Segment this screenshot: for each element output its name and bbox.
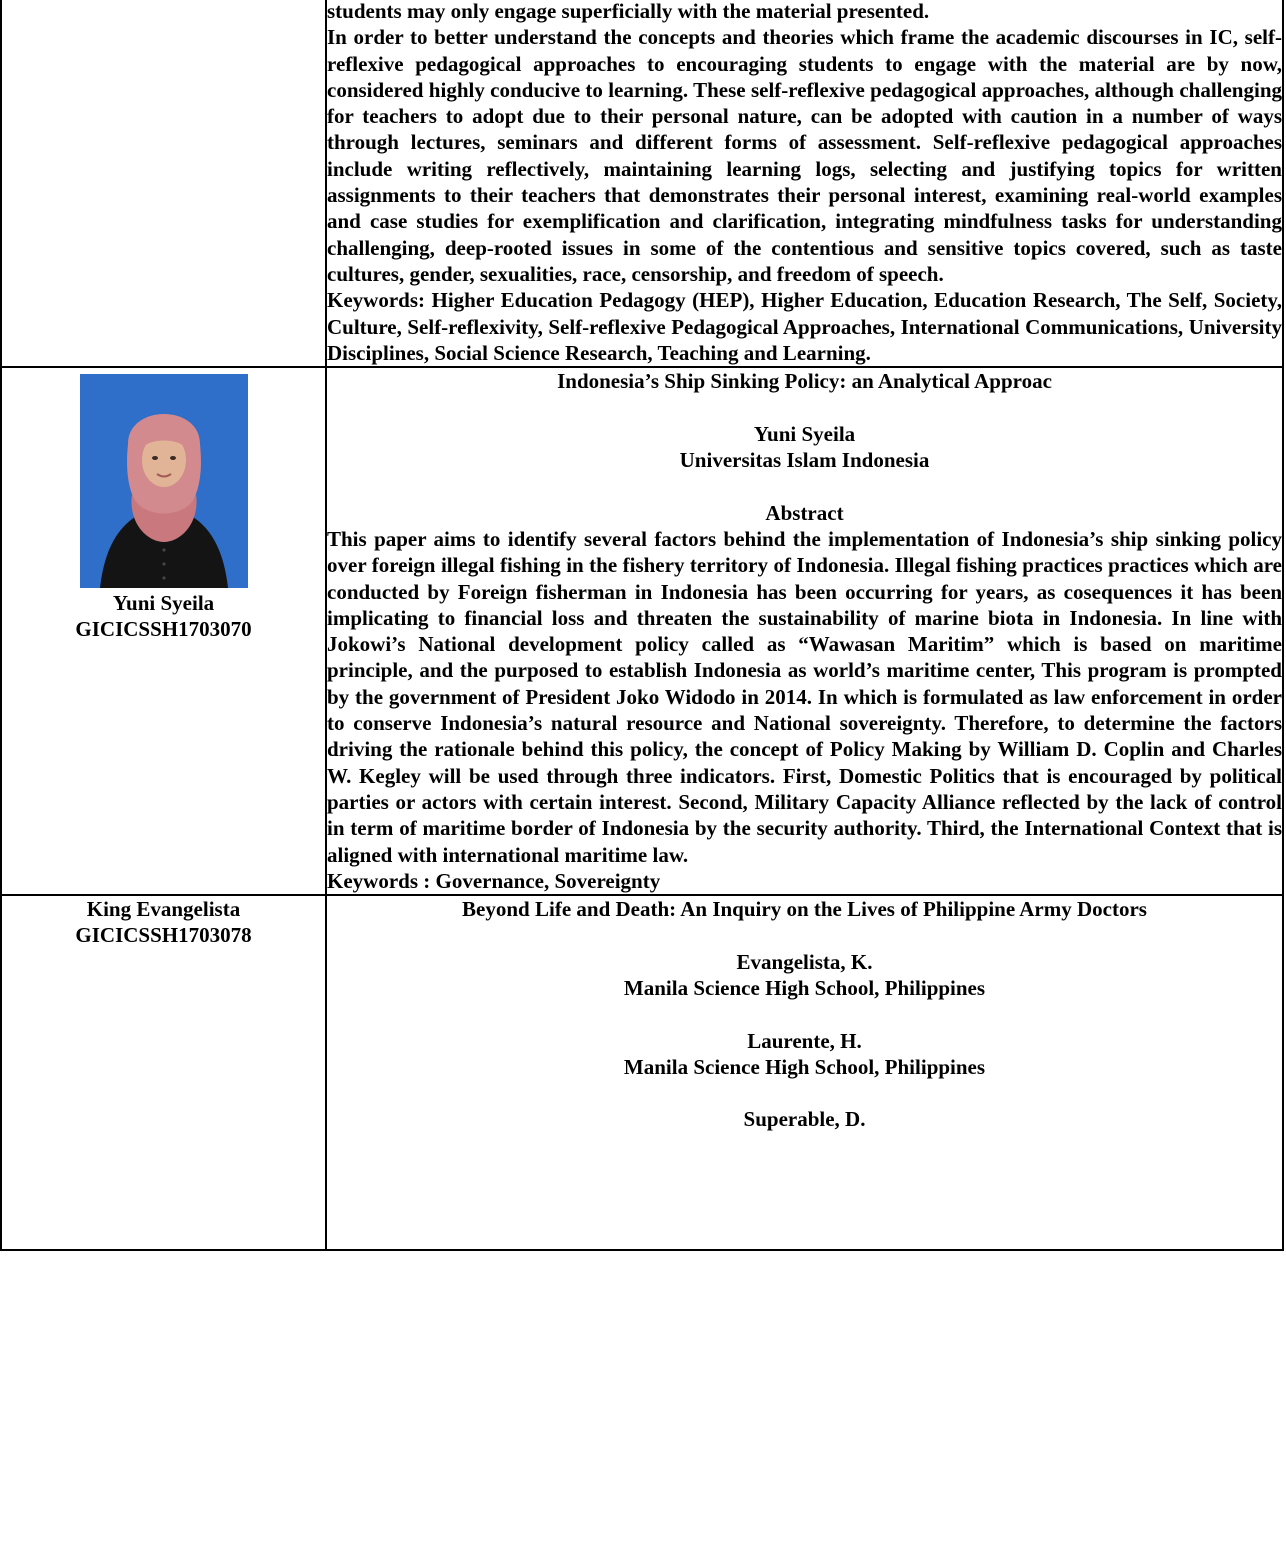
presenter-name: King Evangelista bbox=[86, 897, 241, 922]
presenter-photo-image bbox=[80, 374, 248, 588]
keywords-paragraph: Keywords: Higher Education Pedagogy (HEP), Higher Education, Education Research, The Self, Society, Culture, Self-reflexivity, Self-reflexive Pedagogical Approaches, International Communications, University Disciplines, Social Science Research, Teaching and Learning. bbox=[327, 288, 1282, 365]
table-row bbox=[1, 895, 1283, 1250]
abstract-paragraph: students may only engage superficially with the material presented. bbox=[327, 0, 930, 23]
abstract-cell bbox=[326, 895, 1283, 1250]
abstract-heading: Abstract bbox=[765, 500, 844, 525]
presenter-code: GICICSSH1703070 bbox=[75, 617, 252, 642]
author-name: Superable, D. bbox=[743, 1107, 866, 1132]
author-affiliation: Universitas Islam Indonesia bbox=[679, 448, 930, 473]
paper-title: Indonesia’s Ship Sinking Policy: an Analytical Approac bbox=[557, 369, 1052, 394]
author-name: Yuni Syeila bbox=[753, 421, 856, 446]
table-row bbox=[1, 367, 1283, 895]
abstract-cell bbox=[326, 367, 1283, 895]
author-name: Laurente, H. bbox=[747, 1028, 862, 1053]
abstract-paragraph: In order to better understand the concepts and theories which frame the academic discourses in IC, self-reflexive pedagogical approaches to encouraging students to engage with the material are by now, considered highly conducive to learning. These self-reflexive pedagogical approaches, although challenging for teachers to adopt due to their personal nature, can be adopted with caution in a number of ways through lectures, seminars and different forms of assessment. Self-reflexive pedagogical approaches include writing reflectively, maintaining learning logs, selecting and justifying topics for written assignments to their teachers that demonstrates their personal interest, examining real-world examples and case studies for exemplification and clarification, integrating mindfulness tasks for understanding challenging, deep-rooted issues in some of the contentious and sensitive topics covered, such as taste cultures, gender, sexualities, race, censorship, and freedom of speech. bbox=[327, 25, 1282, 286]
abstract-body: This paper aims to identify several factors behind the implementation of Indonesia’s ship sinking policy over foreign illegal fishing in the fishery territory of Indonesia. Illegal fishing practices practices which are conducted by Foreign fisherman in Indonesia has been occurring for years, as cosequences it has been implicating to financial loss and threaten the sustainability of marine biota in Indonesia. In line with Jokowi’s National development policy called as “Wawasan Maritim” which is based on maritime principle, and the purposed to establish Indonesia as world’s maritime center, This program is prompted by the government of President Joko Widodo in 2014. In which is formulated as law enforcement in order to conserve Indonesia’s natural resource and National sovereignty. Therefore, to determine the factors driving the rationale behind this policy, the concept of Policy Making by William D. Coplin and Charles W. Kegley will be used through three indicators. First, Domestic Politics that is encouraged by political parties or actors with certain interest. Second, Military Capacity Alliance reflected by the lack of control in term of maritime border of Indonesia by the security authority. Third, the International Context that is aligned with international maritime law. bbox=[327, 526, 1282, 867]
presenter-photo bbox=[80, 374, 248, 588]
presenter-cell bbox=[1, 895, 326, 1250]
keywords: Keywords : Governance, Sovereignty bbox=[327, 868, 661, 893]
author-affiliation: Manila Science High School, Philippines bbox=[623, 975, 986, 1000]
author-name: Evangelista, K. bbox=[736, 949, 873, 974]
paper-title: Beyond Life and Death: An Inquiry on the Lives of Philippine Army Doctors bbox=[462, 897, 1147, 922]
presenter-code: GICICSSH1703078 bbox=[75, 923, 252, 948]
abstract-cell bbox=[326, 0, 1283, 367]
presenter-name: Yuni Syeila bbox=[112, 591, 215, 616]
table-row bbox=[1, 0, 1283, 367]
author-affiliation: Manila Science High School, Philippines bbox=[623, 1054, 986, 1079]
presenter-cell bbox=[1, 367, 326, 895]
presenter-cell-empty bbox=[1, 0, 326, 367]
